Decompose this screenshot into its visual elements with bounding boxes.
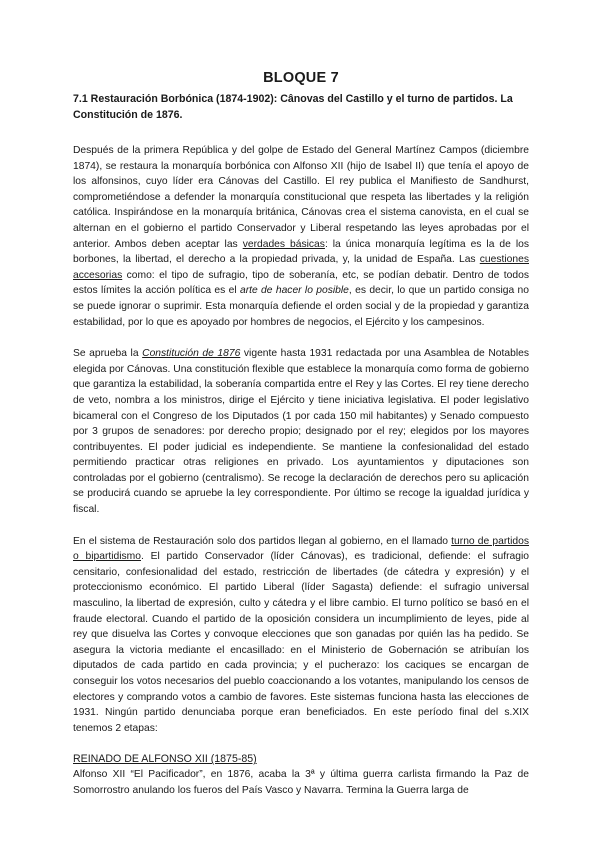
underlined-term: verdades básicas <box>242 238 325 250</box>
page-title: BLOQUE 7 <box>263 70 339 86</box>
italic-term: arte de hacer lo posible <box>239 285 349 297</box>
paragraph-alfonso-xii: Alfonso XII “El Pacificador”, en 1876, acaba la 3ª y última guerra carlista firmando la Paz de Somorrostro anulando los fueros del País Vasco y Navarra. Termina la Guerra larga de <box>73 769 529 796</box>
text-run: : la única monarquía legítima es la de los borbones, la libertad, el derecho a la propiedad privada, y, la unidad de España. Las <box>73 238 529 266</box>
paragraph-turno-partidos <box>73 534 529 737</box>
underlined-term: turno de partidos o bipartidismo <box>73 535 529 563</box>
underlined-italic-term: Constitución de 1876 <box>142 348 241 360</box>
section-subtitle: 7.1 Restauración Borbónica (1874-1902): Cânovas del Castillo y el turno de partidos. La Constitución de 1876. <box>73 93 513 121</box>
text-run: . El partido Conservador (líder Cánovas), es tradicional, defiende: el sufragio censitario, confesionalidad del estado, restricción de libertades (de cátedra y expresión) y el proteccionismo económico. El partido Liberal (líder Sagasta) defiende: el sufragio universal masculino, la libertad de expresión, culto y cátedra y el libre cambio. El turno político se basó en el fraude electoral. Cuando el partido de la oposición considera un incumplimiento de leyes, pide al rey que disuelva las Cortes y convoque elecciones que son ganadas por quién las ha pedido. Se asegura la victoria mediante el encasillado: en el Ministerio de Gobernación se atribuían los diputados de cada partido en cada provincia; y el pucherazo: los caciques se encargan de conseguir los votos necesarios del pueblo coaccionando a los votantes, manipulando los censos de electores y comprando votos a cambio de favores. Este sistemas funciona hasta las elecciones de 1931. Ningún partido denunciaba porque eran beneficiados. En este período final del s.XIX tenemos 2 etapas: <box>73 551 529 734</box>
section-heading-alfonso-xii: REINADO DE ALFONSO XII (1875-85) <box>73 753 257 766</box>
text-run: vigente hasta 1931 redactada por una Asamblea de Notables elegida por Cánovas. Una constitución flexible que establece la monarquía como forma de gobierno que garantiza la estabilidad, la soberanía compartida entre el Rey y las Cortes. El rey tiene derecho de veto, nombra a los ministros, dirige el Ejército y tiene iniciativa legislativa. El poder legislativo bicameral con el Congreso de los Diputados (1 por cada 150 mil habitantes) y Senado compuesto por 3 grupos de senadores: por derecho propio; designado por el rey; elegidos por los mayores contribuyentes. El poder judicial es independiente. Se mantiene la confesionalidad del estado permitiendo practicar otras religiones en privado. Los ayuntamientos y diputaciones son controladas por el gobierno (centralismo). Se recoge la declaración de derechos pero su aplicación se producirá cuando se apruebe la ley correspondiente. Por último se recoge la igualdad jurídica y fiscal. <box>73 348 529 516</box>
paragraph-constitucion <box>73 346 529 518</box>
text-run: , es decir, lo que un partido consiga no se puede ignorar o suprimir. Esta monarquía defiende el orden social y de la propiedad y garantiza estabilidad, por lo que es apoyado por hombres de negocios, el Ejército y los campesinos. <box>73 285 530 328</box>
underlined-term: cuestiones accesorias <box>73 254 529 281</box>
text-run: Después de la primera República y del golpe de Estado del General Martínez Campos (diciembre 1874), se restaura la monarquía borbónica con Alfonso XII (hijo de Isabel II) que tenía el apoyo de los alfonsinos, cuyo líder era Cánovas del Castillo. El rey publica el Manifiesto de Sandhurst, comprometiéndose a defender la monarquía constitucional que respeta las libertades y la religión católica. Inspirándose en la monarquía británica, Cánovas crea el sistema canovista, en el cual se alternan en el gobierno el partido Conservador y Liberal respetando las leyes aprobadas por el anterior. Ambos deben aceptar las <box>73 145 529 250</box>
paragraph-restauracion <box>73 143 529 330</box>
document-page <box>73 70 529 799</box>
text-run: Se aprueba la <box>73 348 143 360</box>
text-run: En el sistema de Restauración solo dos partidos llegan al gobierno, en el llamado <box>73 535 452 547</box>
text-run: como: el tipo de sufragio, tipo de soberanía, etc, se podían debatir. Dentro de todos estos límites la acción política es el <box>73 269 529 297</box>
